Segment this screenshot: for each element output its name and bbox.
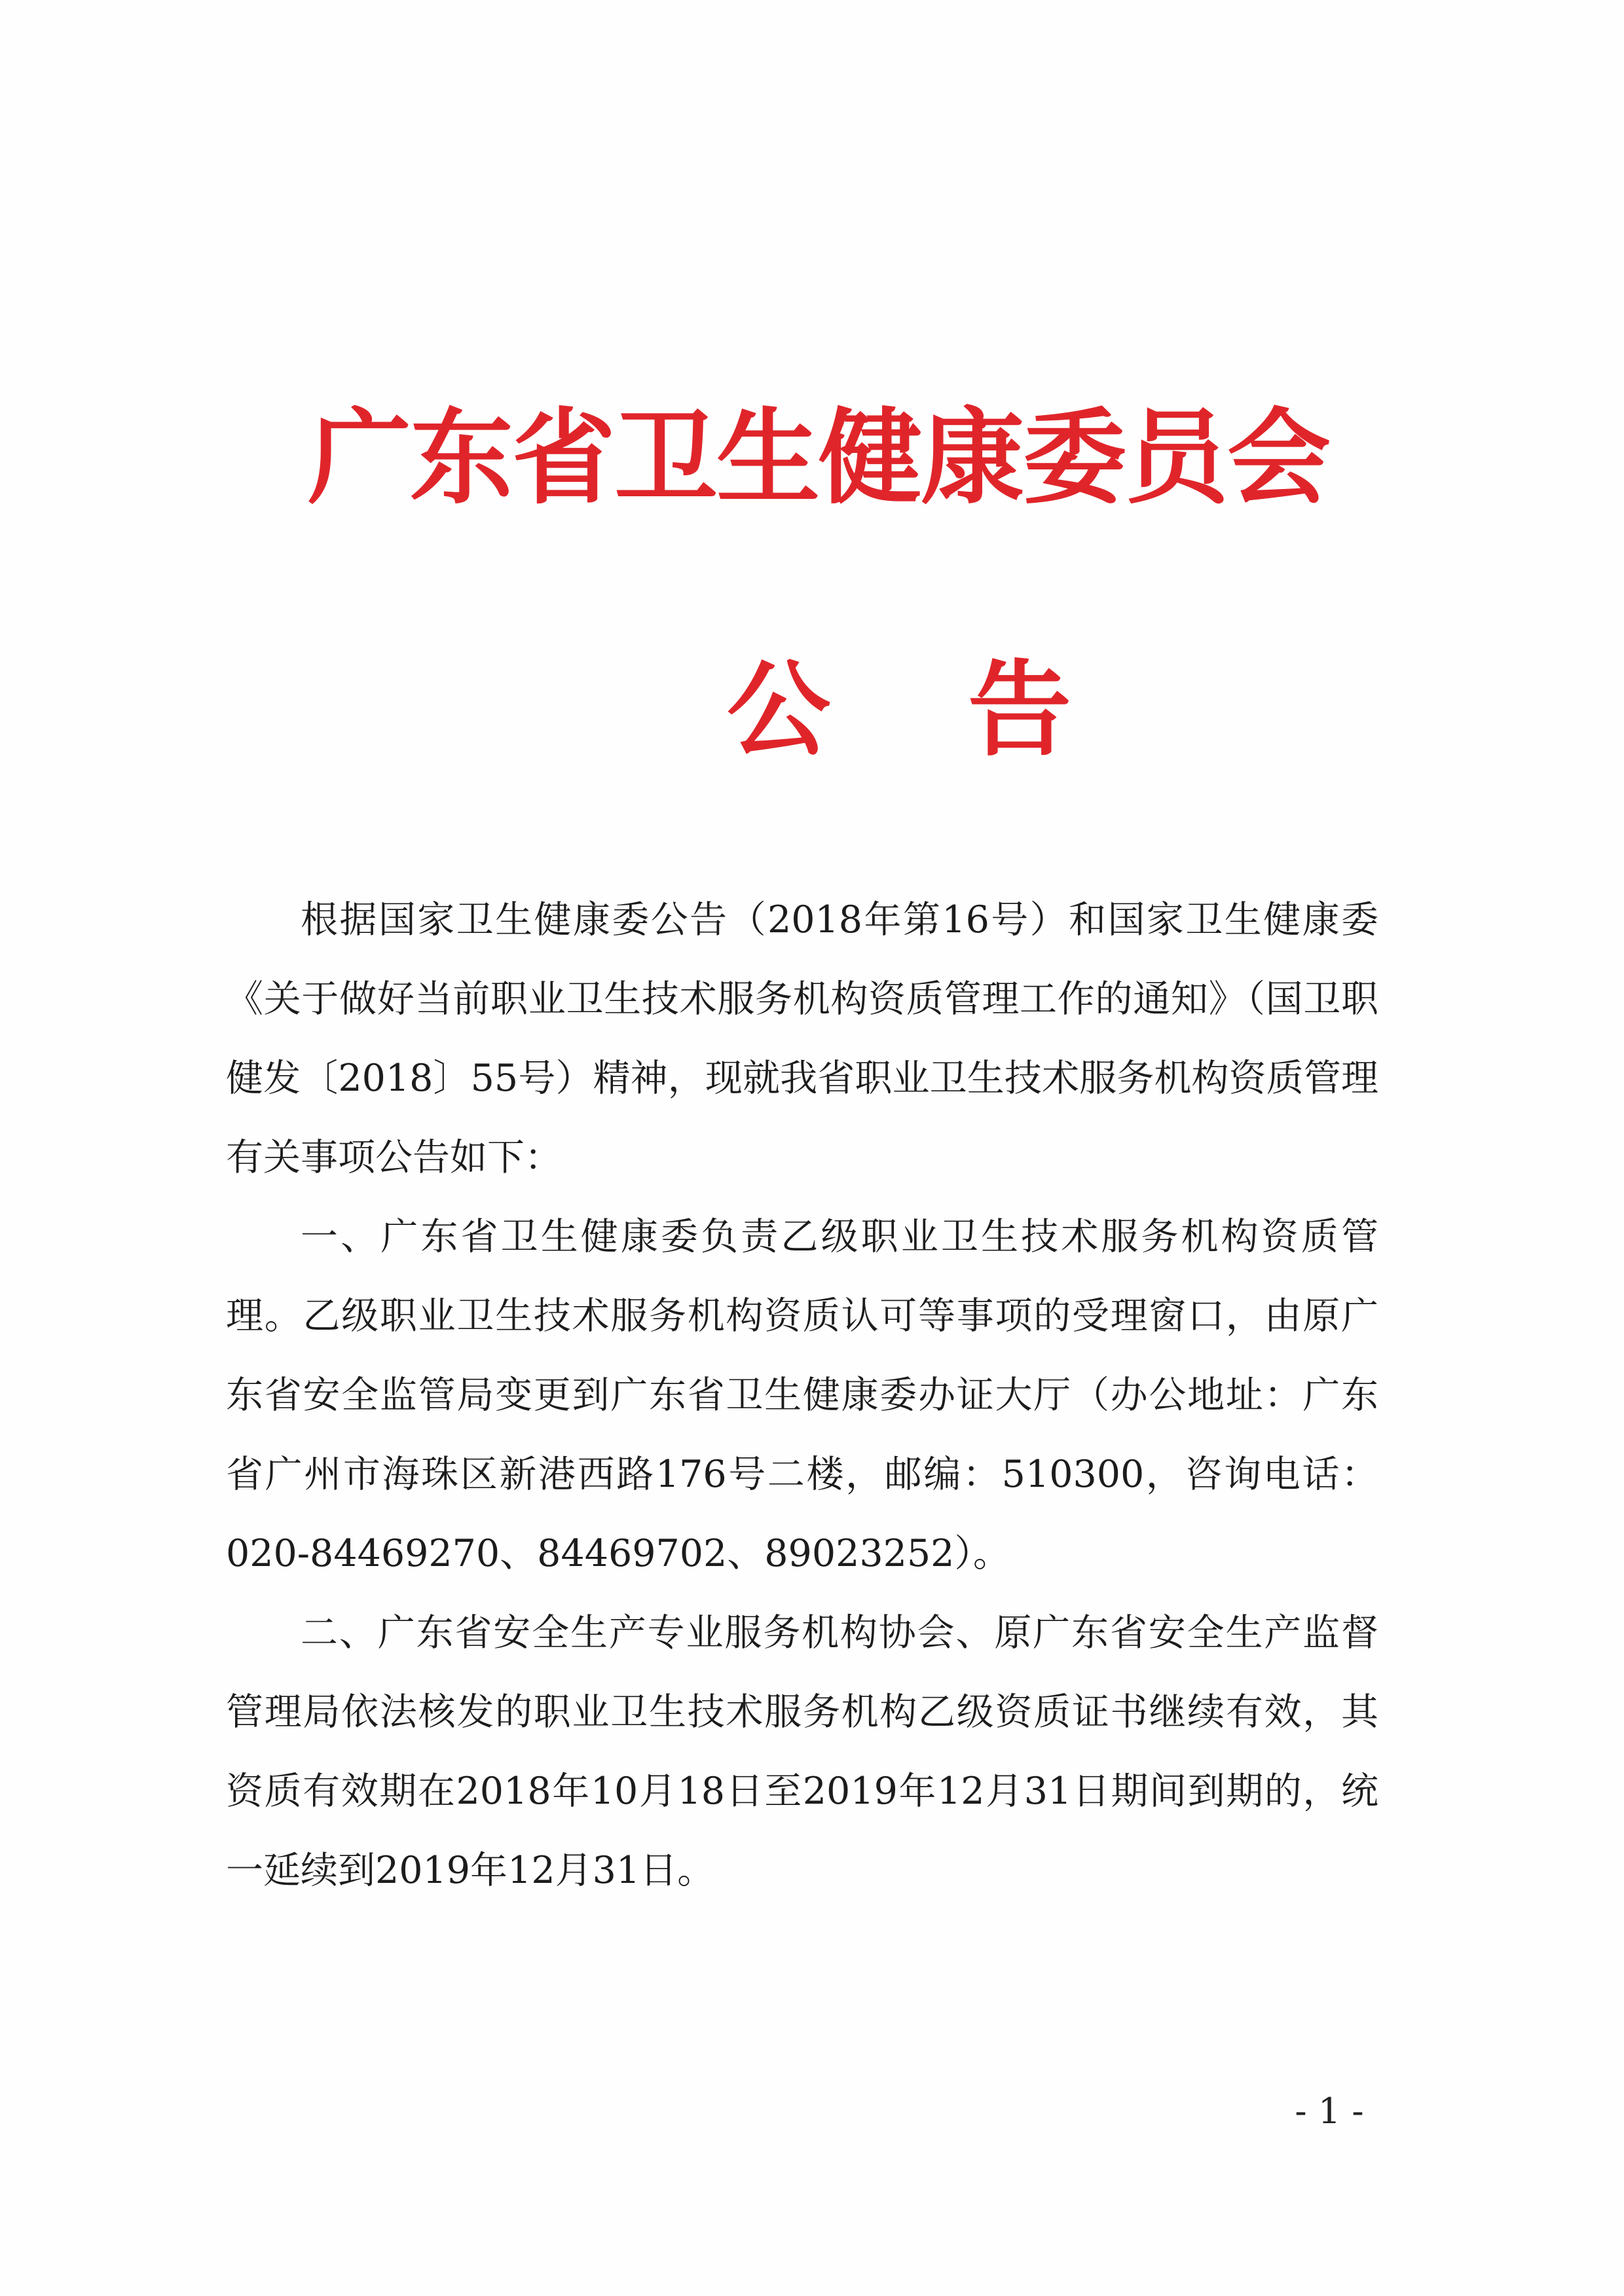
item-two-paragraph: 二、广东省安全生产专业服务机构协会、原广东省安全生产监督管理局依法核发的职业卫生技术服务机构乙级资质证书继续有效，其资质有效期在2018年10月18日至2019年12月31日期间到期的，统一延续到2019年12月31日。 [226, 1611, 1378, 1892]
intro-paragraph: 根据国家卫生健康委公告（2018年第16号）和国家卫生健康委《关于做好当前职业卫生技术服务机构资质管理工作的通知》（国卫职健发〔2018〕55号）精神，现就我省职业卫生技术服务机构资质管理有关事项公告如下： [226, 898, 1378, 1179]
item-one-paragraph: 一、广东省卫生健康委负责乙级职业卫生技术服务机构资质管理。乙级职业卫生技术服务机构资质认可等事项的受理窗口，由原广东省安全监管局变更到广东省卫生健康委办证大厅（办公地址：广东省广州市海珠区新港西路176号二楼，邮编：510300，咨询电话：020-84469270、84469702、89023252）。 [226, 1215, 1378, 1575]
announcement-body [226, 881, 1378, 1910]
document-type-title: 公告 [727, 649, 1209, 771]
page-number: - 1 - [1295, 2090, 1364, 2132]
issuer-title: 广东省卫生健康委员会 [308, 397, 1329, 519]
